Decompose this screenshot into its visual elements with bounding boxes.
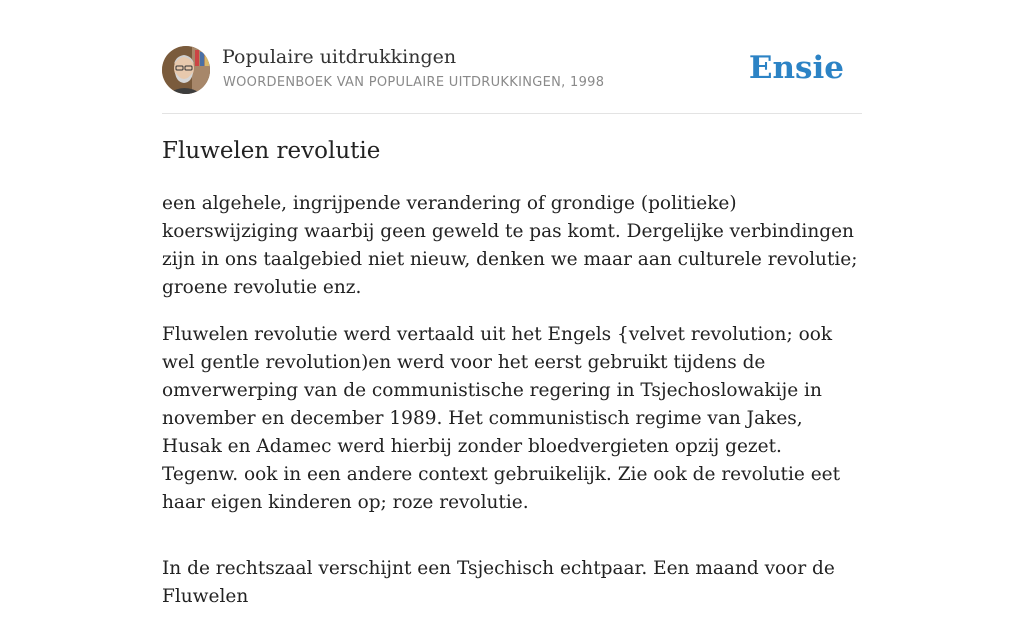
- entry-paragraph: Fluwelen revolutie werd vertaald uit het Engels {velvet revolution; ook wel gentle revolution)en werd voor het eerst gebruikt tijdens de omverwerping van de communistische regering in Tsjechoslowakije in november en december 1989. Het communistisch regime van Jakes, Husak en Adamec werd hierbij zonder bloedvergieten opzij gezet. Tegenw. ook in een andere context gebruikelijk. Zie ook de revolutie eet haar eigen kinderen op; roze revolutie.: [162, 324, 841, 513]
- entry-content: [162, 190, 862, 630]
- entry-paragraph: In de rechtszaal verschijnt een Tsjechisch echtpaar. Een maand voor de Fluwelen: [162, 558, 835, 607]
- source-title[interactable]: Populaire uitdrukkingen: [222, 46, 457, 68]
- author-avatar[interactable]: [162, 46, 210, 94]
- entry-term: Fluwelen revolutie: [162, 138, 381, 164]
- ensie-logo[interactable]: Ensie: [748, 50, 844, 86]
- entry-paragraph: een algehele, ingrijpende verandering of grondige (politieke) koerswijziging waarbij geen geweld te pas komt. Dergelijke verbindingen zijn in ons taalgebied niet nieuw, denken we maar aan culturele revolutie; groene revolutie enz.: [162, 193, 858, 298]
- source-header: [162, 46, 862, 96]
- source-subtitle: WOORDENBOEK VAN POPULAIRE UITDRUKKINGEN, 1998: [223, 75, 605, 90]
- avatar-portrait-icon: [162, 46, 210, 94]
- header-divider: [162, 113, 862, 114]
